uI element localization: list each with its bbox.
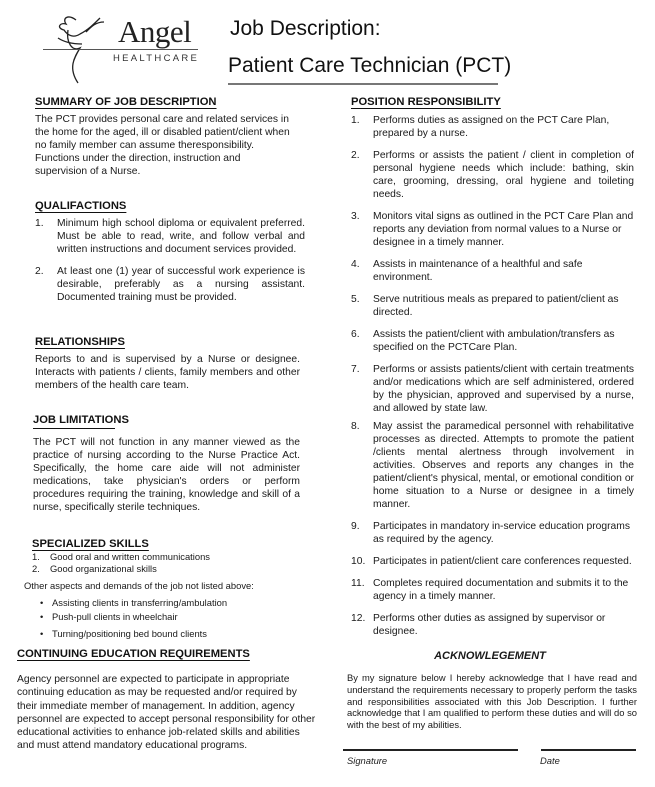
qualification-item: 1. Minimum high school diploma or equivalent preferred. Must be able to read, write, and follow verbal and written instructions and document services provided.: [35, 218, 305, 255]
aspect-item: • Push-pull clients in wheelchair: [38, 610, 298, 624]
qualifications-list: [35, 217, 305, 313]
responsibility-item: 9. Participates in mandatory in-service education programs as required by the agency.: [351, 521, 630, 545]
aspect-item: • Assisting clients in transferring/ambulation: [38, 596, 298, 610]
limitations-underline: [33, 428, 115, 429]
responsibility-item: 5. Serve nutritious meals as prepared to patient/client as directed.: [351, 294, 619, 318]
logo-brand-text: Angel: [118, 14, 192, 49]
title-underline: [228, 83, 498, 85]
date-label: Date: [540, 755, 560, 766]
skills-list: [32, 551, 312, 575]
angel-figure-icon: [38, 8, 118, 88]
summary-line: supervision of a Nurse.: [35, 166, 141, 177]
limitations-text: The PCT will not function in any manner viewed as the practice of nursing according to the Nurse Practice Act. Specifically, the home care aide will not administer medications, take physician's orders or perform procedures requiring the training, knowledge and skill of a nurse, specifically sterile techniques.: [33, 437, 300, 513]
responsibility-item: 12. Performs other duties as assigned by supervisor or designee.: [351, 613, 606, 637]
responsibility-item: 11. Completes required documentation and submits it to the agency in a timely manner.: [351, 578, 629, 602]
summary-line: the home for the aged, ill or disabled patient/client when: [35, 127, 290, 138]
signature-field[interactable]: [343, 749, 518, 751]
company-logo: [38, 8, 203, 88]
skill-item: 1. Good oral and written communications: [32, 551, 210, 562]
summary-line: no family member can assume theresponsibility.: [35, 140, 254, 151]
date-field[interactable]: [541, 749, 636, 751]
other-aspects-list: [38, 596, 298, 641]
responsibility-list: [351, 114, 634, 647]
responsibility-heading: POSITION RESPONSIBILITY: [351, 96, 501, 108]
aspect-item: • Turning/positioning bed bound clients: [38, 627, 298, 641]
other-aspects-label: Other aspects and demands of the job not listed above:: [24, 580, 254, 591]
relationships-text: Reports to and is supervised by a Nurse or designee. Interacts with patients / clients, family members and other members of the health care team.: [35, 354, 300, 391]
limitations-heading: JOB LIMITATIONS: [33, 414, 129, 426]
doc-title-label: Job Description:: [230, 17, 381, 40]
responsibility-item: 6. Assists the patient/client with ambulation/transfers as specified on the PCTCare Plan.: [351, 329, 615, 353]
summary-text: [35, 113, 325, 178]
qualifications-heading: QUALIFACTIONS: [35, 200, 127, 212]
responsibility-item: 1. Performs duties as assigned on the PCT Care Plan, prepared by a nurse.: [351, 115, 610, 139]
responsibility-item: 8. May assist the paramedical personnel with rehabilitative processes as directed. Attempts to promote the patient /clients mental alertness through involvement in activities. Observes and reports any changes in the patient/client's physical, mental, or emotional condition or home situation to a Nurse or designee in a timely manner.: [351, 421, 634, 510]
logo-subtitle: HEALTHCARE: [113, 53, 200, 64]
education-heading: CONTINUING EDUCATION REQUIREMENTS: [17, 648, 250, 660]
summary-line: The PCT provides personal care and related services in: [35, 114, 289, 125]
qualification-item: 2. At least one (1) year of successful work experience is desirable, preferably as a nursing assistant. Documented training must be provided.: [35, 266, 305, 303]
summary-line: Functions under the direction, instruction and: [35, 153, 241, 164]
skill-item: 2. Good organizational skills: [32, 563, 157, 574]
responsibility-item: 3. Monitors vital signs as outlined in the PCT Care Plan and reports any deviation from normal values to a Nurse or designee in a timely manner.: [351, 211, 634, 248]
skills-heading: SPECIALIZED SKILLS: [32, 538, 149, 550]
responsibility-item: 7. Performs or assists patients/client with certain treatments and/or medications which are self administered, ordered by the physician, approved and supervised by a nurse, and allowed by state law.: [351, 364, 634, 414]
responsibility-item: 10. Participates in patient/client care conferences requested.: [351, 556, 632, 567]
acknowledgement-text: By my signature below I hereby acknowledge that I have read and understand the requirements necessary to properly perform the tasks and responsibilities associated with this Job Description. I further acknowledge that I am qualified to perform these duties and will do so with the best of my abilities.: [347, 672, 637, 731]
signature-label: Signature: [347, 755, 388, 766]
responsibility-item: 2. Performs or assists the patient / client in completion of personal hygiene needs which include: bathing, skin care, grooming, dressing, oral hygiene and toileting needs.: [351, 150, 634, 200]
doc-title-position: Patient Care Technician (PCT): [228, 54, 512, 77]
acknowledgement-heading: ACKNOWLEGEMENT: [434, 650, 546, 662]
responsibility-item: 4. Assists in maintenance of a healthful and safe environment.: [351, 259, 583, 283]
summary-heading: SUMMARY OF JOB DESCRIPTION: [35, 96, 217, 108]
education-text: Agency personnel are expected to participate in appropriate continuing education as may be requested and/or required by their immediate member of management. In addition, agency personnel are expected to accept personal responsibility for other educational activities to enhance job-related skills and abilities and must attend mandatory educational programs.: [17, 674, 316, 752]
relationships-heading: RELATIONSHIPS: [35, 336, 125, 348]
